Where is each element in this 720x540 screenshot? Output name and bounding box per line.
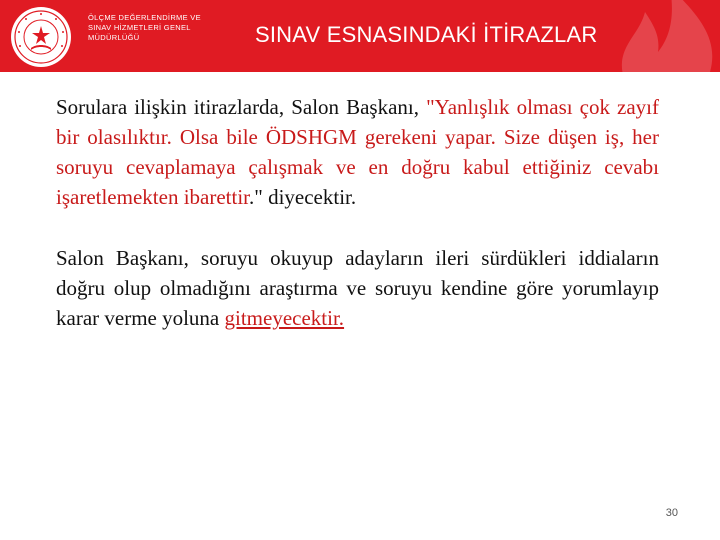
org-name-line-2: SINAV HİZMETLERİ GENEL: [88, 23, 191, 32]
paragraph-hall-chair: [56, 243, 659, 333]
paragraph2-text: Salon Başkanı, soruyu okuyup adayların ileri sürdükleri iddiaların doğru olup olmadığını araştırma ve soruyu kendine göre yorumlayıp karar verme yoluna: [56, 246, 659, 330]
org-name-line-1: ÖLÇME DEĞERLENDİRME VE: [88, 13, 201, 22]
paragraph1-intro: Sorulara ilişkin itirazlarda, Salon Başkanı,: [56, 95, 427, 119]
paragraph1-quote: "Yanlışlık olması çok zayıf bir olasılıktır. Olsa bile ÖDSHGM gerekeni yapar. Size düşen iş, her soruyu cevaplamaya çalışmak ve en doğru kabul ettiğiniz cevabı işaretlemekten ibarettir: [56, 95, 659, 209]
organization-name: [88, 13, 248, 43]
org-name-line-3: MÜDÜRLÜĞÜ: [88, 33, 140, 42]
paragraph-objections: [56, 92, 659, 212]
paragraph1-ending: ." diyecektir.: [249, 185, 357, 209]
flame-watermark-icon: [600, 0, 720, 72]
header-bar: [0, 0, 720, 72]
page-number: 30: [665, 507, 678, 519]
slide-title: SINAV ESNASINDAKİ İTİRAZLAR: [255, 22, 598, 47]
paragraph2-emphasis: gitmeyecektir.: [224, 306, 345, 330]
ministry-seal-logo: [10, 6, 72, 68]
